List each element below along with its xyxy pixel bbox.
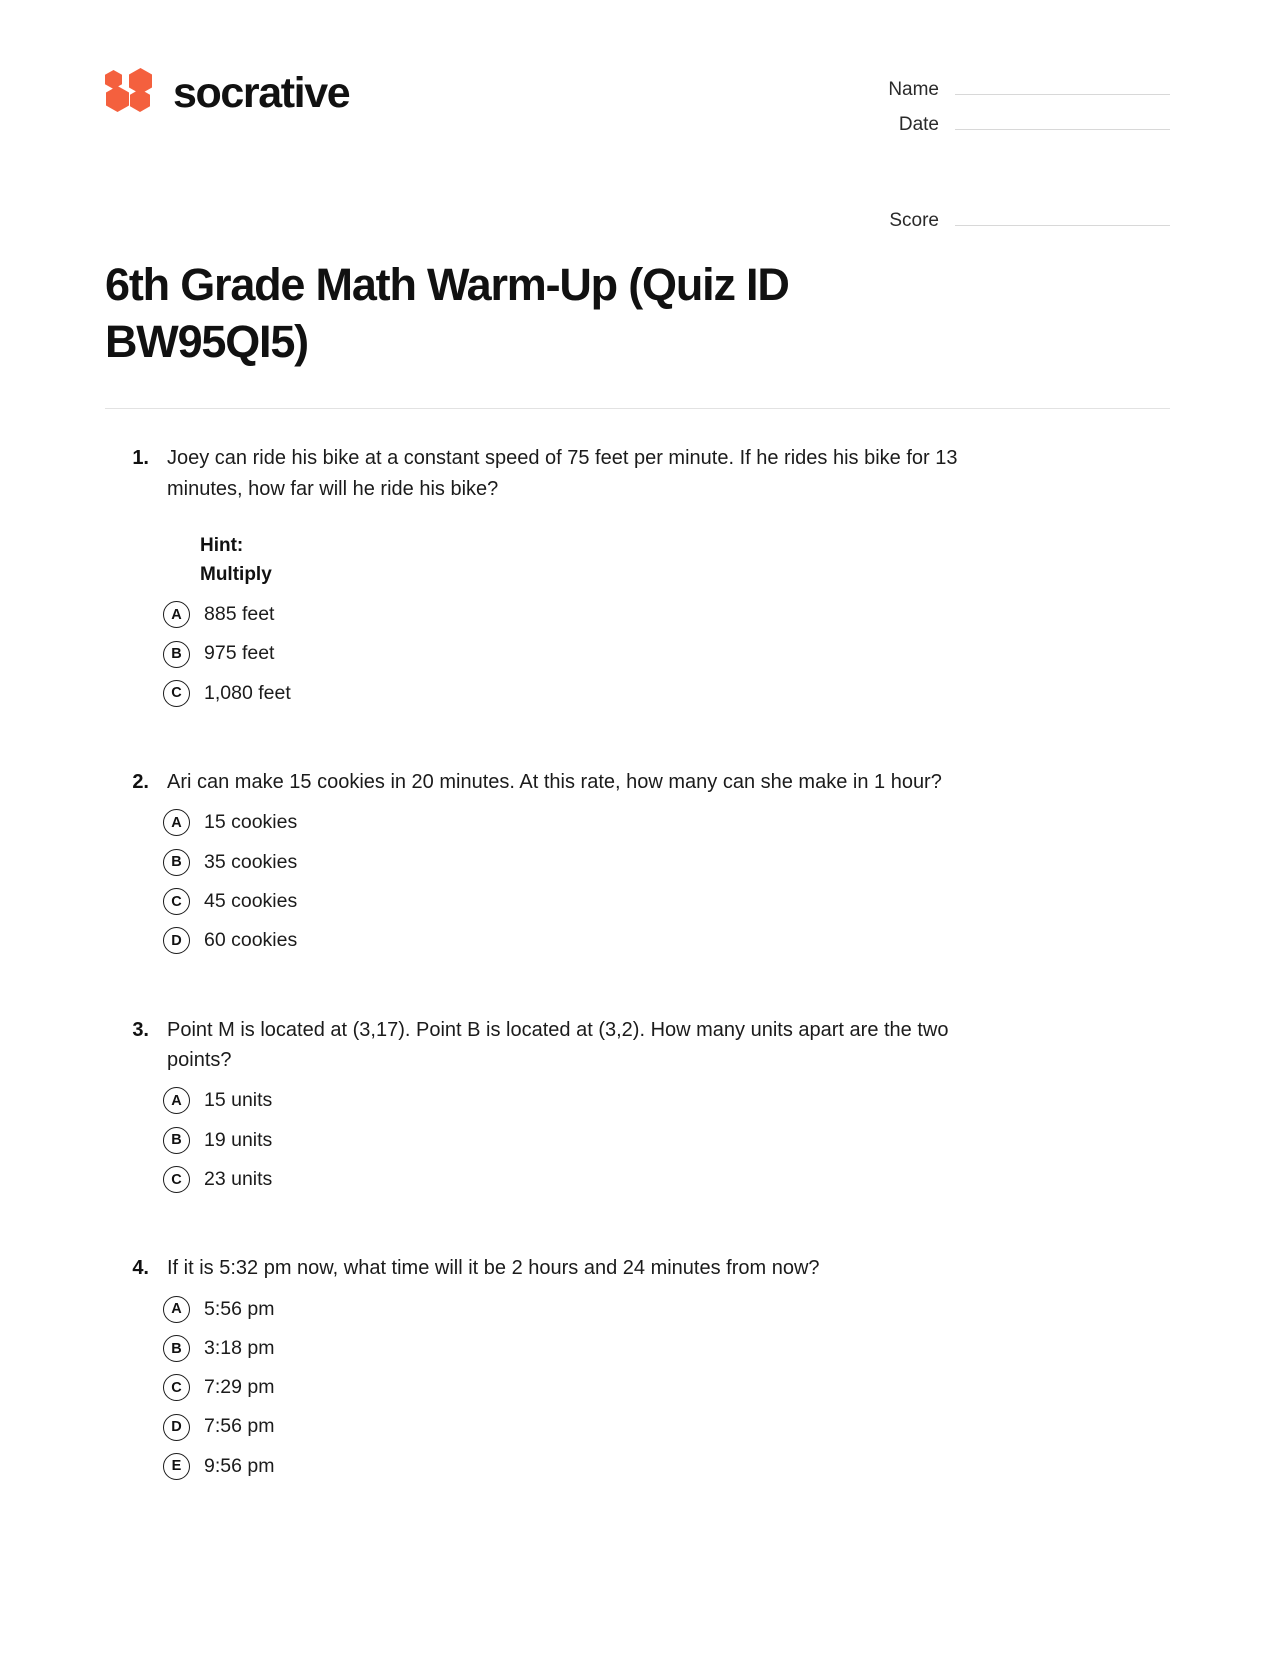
hexagon-cluster-icon — [105, 68, 157, 118]
question-header — [105, 1253, 1170, 1283]
question-header — [105, 767, 1170, 797]
answer-choices — [105, 809, 1170, 954]
choice-text: 1,080 feet — [204, 681, 291, 704]
question-text: Ari can make 15 cookies in 20 minutes. At this rate, how many can she make in 1 hour? — [167, 770, 942, 793]
question-header — [105, 1015, 1170, 1076]
choice-text: 19 units — [204, 1128, 273, 1151]
choice-text: 60 cookies — [204, 929, 298, 952]
questions-list — [0, 443, 1275, 1480]
answer-choice[interactable] — [105, 927, 1170, 954]
title-block — [0, 240, 1275, 370]
choice-bubble[interactable]: C — [163, 1166, 190, 1193]
answer-choice[interactable] — [105, 1335, 1170, 1362]
answer-choices — [105, 1296, 1170, 1480]
choice-bubble[interactable]: A — [163, 809, 190, 836]
score-input-line[interactable] — [955, 205, 1170, 226]
hint-text: Multiply — [200, 563, 272, 585]
choice-bubble[interactable]: C — [163, 1374, 190, 1401]
question-text: If it is 5:32 pm now, what time will it be 2 hours and 24 minutes from now? — [167, 1257, 820, 1280]
answer-choice[interactable] — [105, 1413, 1170, 1440]
page-header — [0, 0, 1275, 240]
choice-text: 15 cookies — [204, 811, 298, 834]
answer-choice[interactable] — [105, 1127, 1170, 1154]
hexagon-icon — [130, 89, 150, 112]
date-input-line[interactable] — [955, 109, 1170, 130]
date-label: Date — [898, 114, 939, 135]
choice-text: 45 cookies — [204, 889, 298, 912]
choice-bubble[interactable]: E — [163, 1453, 190, 1480]
question-number: 2. — [132, 770, 149, 793]
brand-name: socrative — [173, 68, 350, 117]
choice-bubble[interactable]: A — [163, 1087, 190, 1114]
choice-text: 3:18 pm — [204, 1336, 275, 1359]
name-input-line[interactable] — [955, 74, 1170, 95]
student-info-fields — [860, 62, 1170, 240]
answer-choice[interactable] — [105, 849, 1170, 876]
answer-choice[interactable] — [105, 809, 1170, 836]
choice-text: 5:56 pm — [204, 1297, 275, 1320]
answer-choice[interactable] — [105, 1374, 1170, 1401]
answer-choice[interactable] — [105, 680, 1170, 707]
choice-text: 7:29 pm — [204, 1376, 275, 1399]
hexagon-icon — [105, 70, 122, 89]
hexagon-icon — [106, 86, 129, 112]
choice-text: 9:56 pm — [204, 1454, 275, 1477]
choice-bubble[interactable]: A — [163, 1296, 190, 1323]
date-field-row — [860, 109, 1170, 136]
answer-choice[interactable] — [105, 601, 1170, 628]
question-number: 4. — [132, 1257, 149, 1280]
name-label: Name — [888, 79, 939, 100]
page-title: 6th Grade Math Warm-Up (Quiz ID BW95QI5) — [105, 259, 789, 368]
answer-choice[interactable] — [105, 640, 1170, 667]
answer-choices — [105, 601, 1170, 707]
choice-bubble[interactable]: B — [163, 1335, 190, 1362]
question-number: 1. — [132, 447, 149, 470]
score-label: Score — [889, 210, 939, 231]
question-hint — [105, 532, 1170, 589]
answer-choice[interactable] — [105, 1166, 1170, 1193]
question-item — [105, 1253, 1170, 1480]
question-item — [105, 443, 1170, 707]
question-item — [105, 767, 1170, 955]
answer-choice[interactable] — [105, 1453, 1170, 1480]
answer-choices — [105, 1087, 1170, 1193]
choice-text: 885 feet — [204, 603, 275, 626]
choice-bubble[interactable]: B — [163, 641, 190, 668]
choice-bubble[interactable]: C — [163, 680, 190, 707]
question-text: Point M is located at (3,17). Point B is located at (3,2). How many units apart are the two points? — [167, 1018, 949, 1071]
choice-bubble[interactable]: B — [163, 1127, 190, 1154]
score-field-row — [860, 205, 1170, 232]
choice-text: 975 feet — [204, 642, 275, 665]
question-text: Joey can ride his bike at a constant speed of 75 feet per minute. If he rides his bike for 13 minutes, how far will he ride his bike? — [167, 447, 958, 500]
name-field-row — [860, 74, 1170, 101]
answer-choice[interactable] — [105, 1296, 1170, 1323]
question-item — [105, 1015, 1170, 1194]
choice-bubble[interactable]: A — [163, 601, 190, 628]
choice-bubble[interactable]: D — [163, 927, 190, 954]
choice-text: 7:56 pm — [204, 1415, 275, 1438]
hint-label: Hint: — [200, 535, 244, 557]
answer-choice[interactable] — [105, 1087, 1170, 1114]
choice-text: 15 units — [204, 1089, 273, 1112]
choice-bubble[interactable]: C — [163, 888, 190, 915]
choice-bubble[interactable]: D — [163, 1414, 190, 1441]
answer-choice[interactable] — [105, 888, 1170, 915]
choice-text: 23 units — [204, 1167, 273, 1190]
question-number: 3. — [132, 1018, 149, 1041]
choice-text: 35 cookies — [204, 850, 298, 873]
choice-bubble[interactable]: B — [163, 849, 190, 876]
socrative-logo — [105, 62, 349, 118]
header-divider — [105, 408, 1170, 409]
question-header — [105, 443, 1170, 504]
